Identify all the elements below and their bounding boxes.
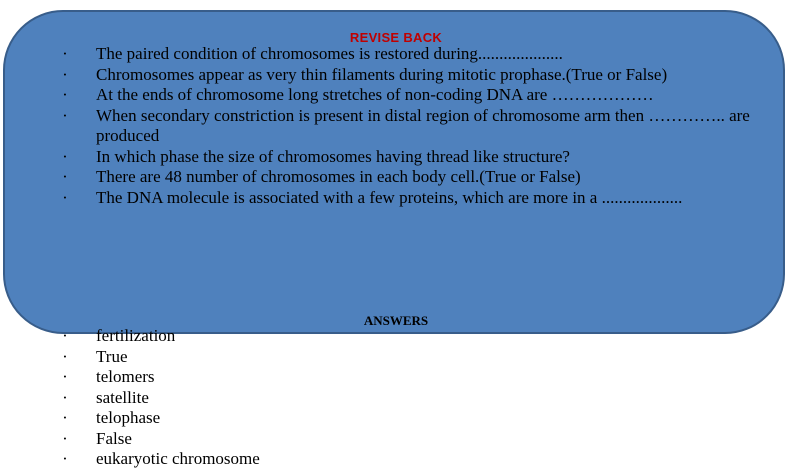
answer-item <box>58 388 260 409</box>
question-text: There are 48 number of chromosomes in each body cell.(True or False) <box>96 167 581 186</box>
answer-item <box>58 367 260 388</box>
answer-text: telophase <box>96 408 161 427</box>
answer-list <box>58 326 260 470</box>
question-item <box>58 188 758 209</box>
question-text: When secondary constriction is present in distal region of chromosome arm then ………….. are produced <box>96 105 750 145</box>
answers-title: ANSWERS <box>363 313 429 328</box>
answer-item <box>58 408 260 429</box>
bullet-icon: · <box>62 428 68 448</box>
bullet-icon: · <box>62 167 68 186</box>
bullet-icon: · <box>62 346 68 366</box>
answer-text: telomers <box>96 367 155 386</box>
bullet-icon: · <box>62 187 68 207</box>
question-text: In which phase the size of chromosomes having thread like structure? <box>96 146 570 166</box>
bullet-icon: · <box>62 105 68 125</box>
question-item <box>58 167 758 188</box>
answer-item <box>58 429 260 450</box>
answer-text: True <box>96 346 128 366</box>
answer-text: fertilization <box>96 326 176 345</box>
bullet-icon: · <box>62 387 68 407</box>
bullet-icon: · <box>62 326 68 345</box>
bullet-icon: · <box>62 449 68 468</box>
answer-text: False <box>96 428 132 448</box>
question-text: The paired condition of chromosomes is restored during.................... <box>96 44 563 63</box>
bullet-icon: · <box>62 44 68 63</box>
question-item <box>58 65 758 86</box>
question-text: Chromosomes appear as very thin filaments during mitotic prophase.(True or False) <box>96 64 668 84</box>
answer-item <box>58 347 260 368</box>
bullet-icon: · <box>62 64 68 84</box>
question-text: At the ends of chromosome long stretches of non-coding DNA are ……………… <box>96 85 654 104</box>
bullet-icon: · <box>62 408 68 427</box>
revise-back-title: REVISE BACK <box>349 30 443 45</box>
bullet-icon: · <box>62 85 68 104</box>
answer-item <box>58 326 260 347</box>
question-text: The DNA molecule is associated with a few proteins, which are more in a ................... <box>96 187 683 207</box>
question-item <box>58 147 758 168</box>
question-list <box>58 44 758 208</box>
question-item <box>58 106 758 147</box>
answer-text: satellite <box>96 387 149 407</box>
answer-item <box>58 449 260 470</box>
question-item <box>58 85 758 106</box>
answer-text: eukaryotic chromosome <box>96 449 260 468</box>
bullet-icon: · <box>62 146 68 166</box>
bullet-icon: · <box>62 367 68 386</box>
question-item <box>58 44 758 65</box>
